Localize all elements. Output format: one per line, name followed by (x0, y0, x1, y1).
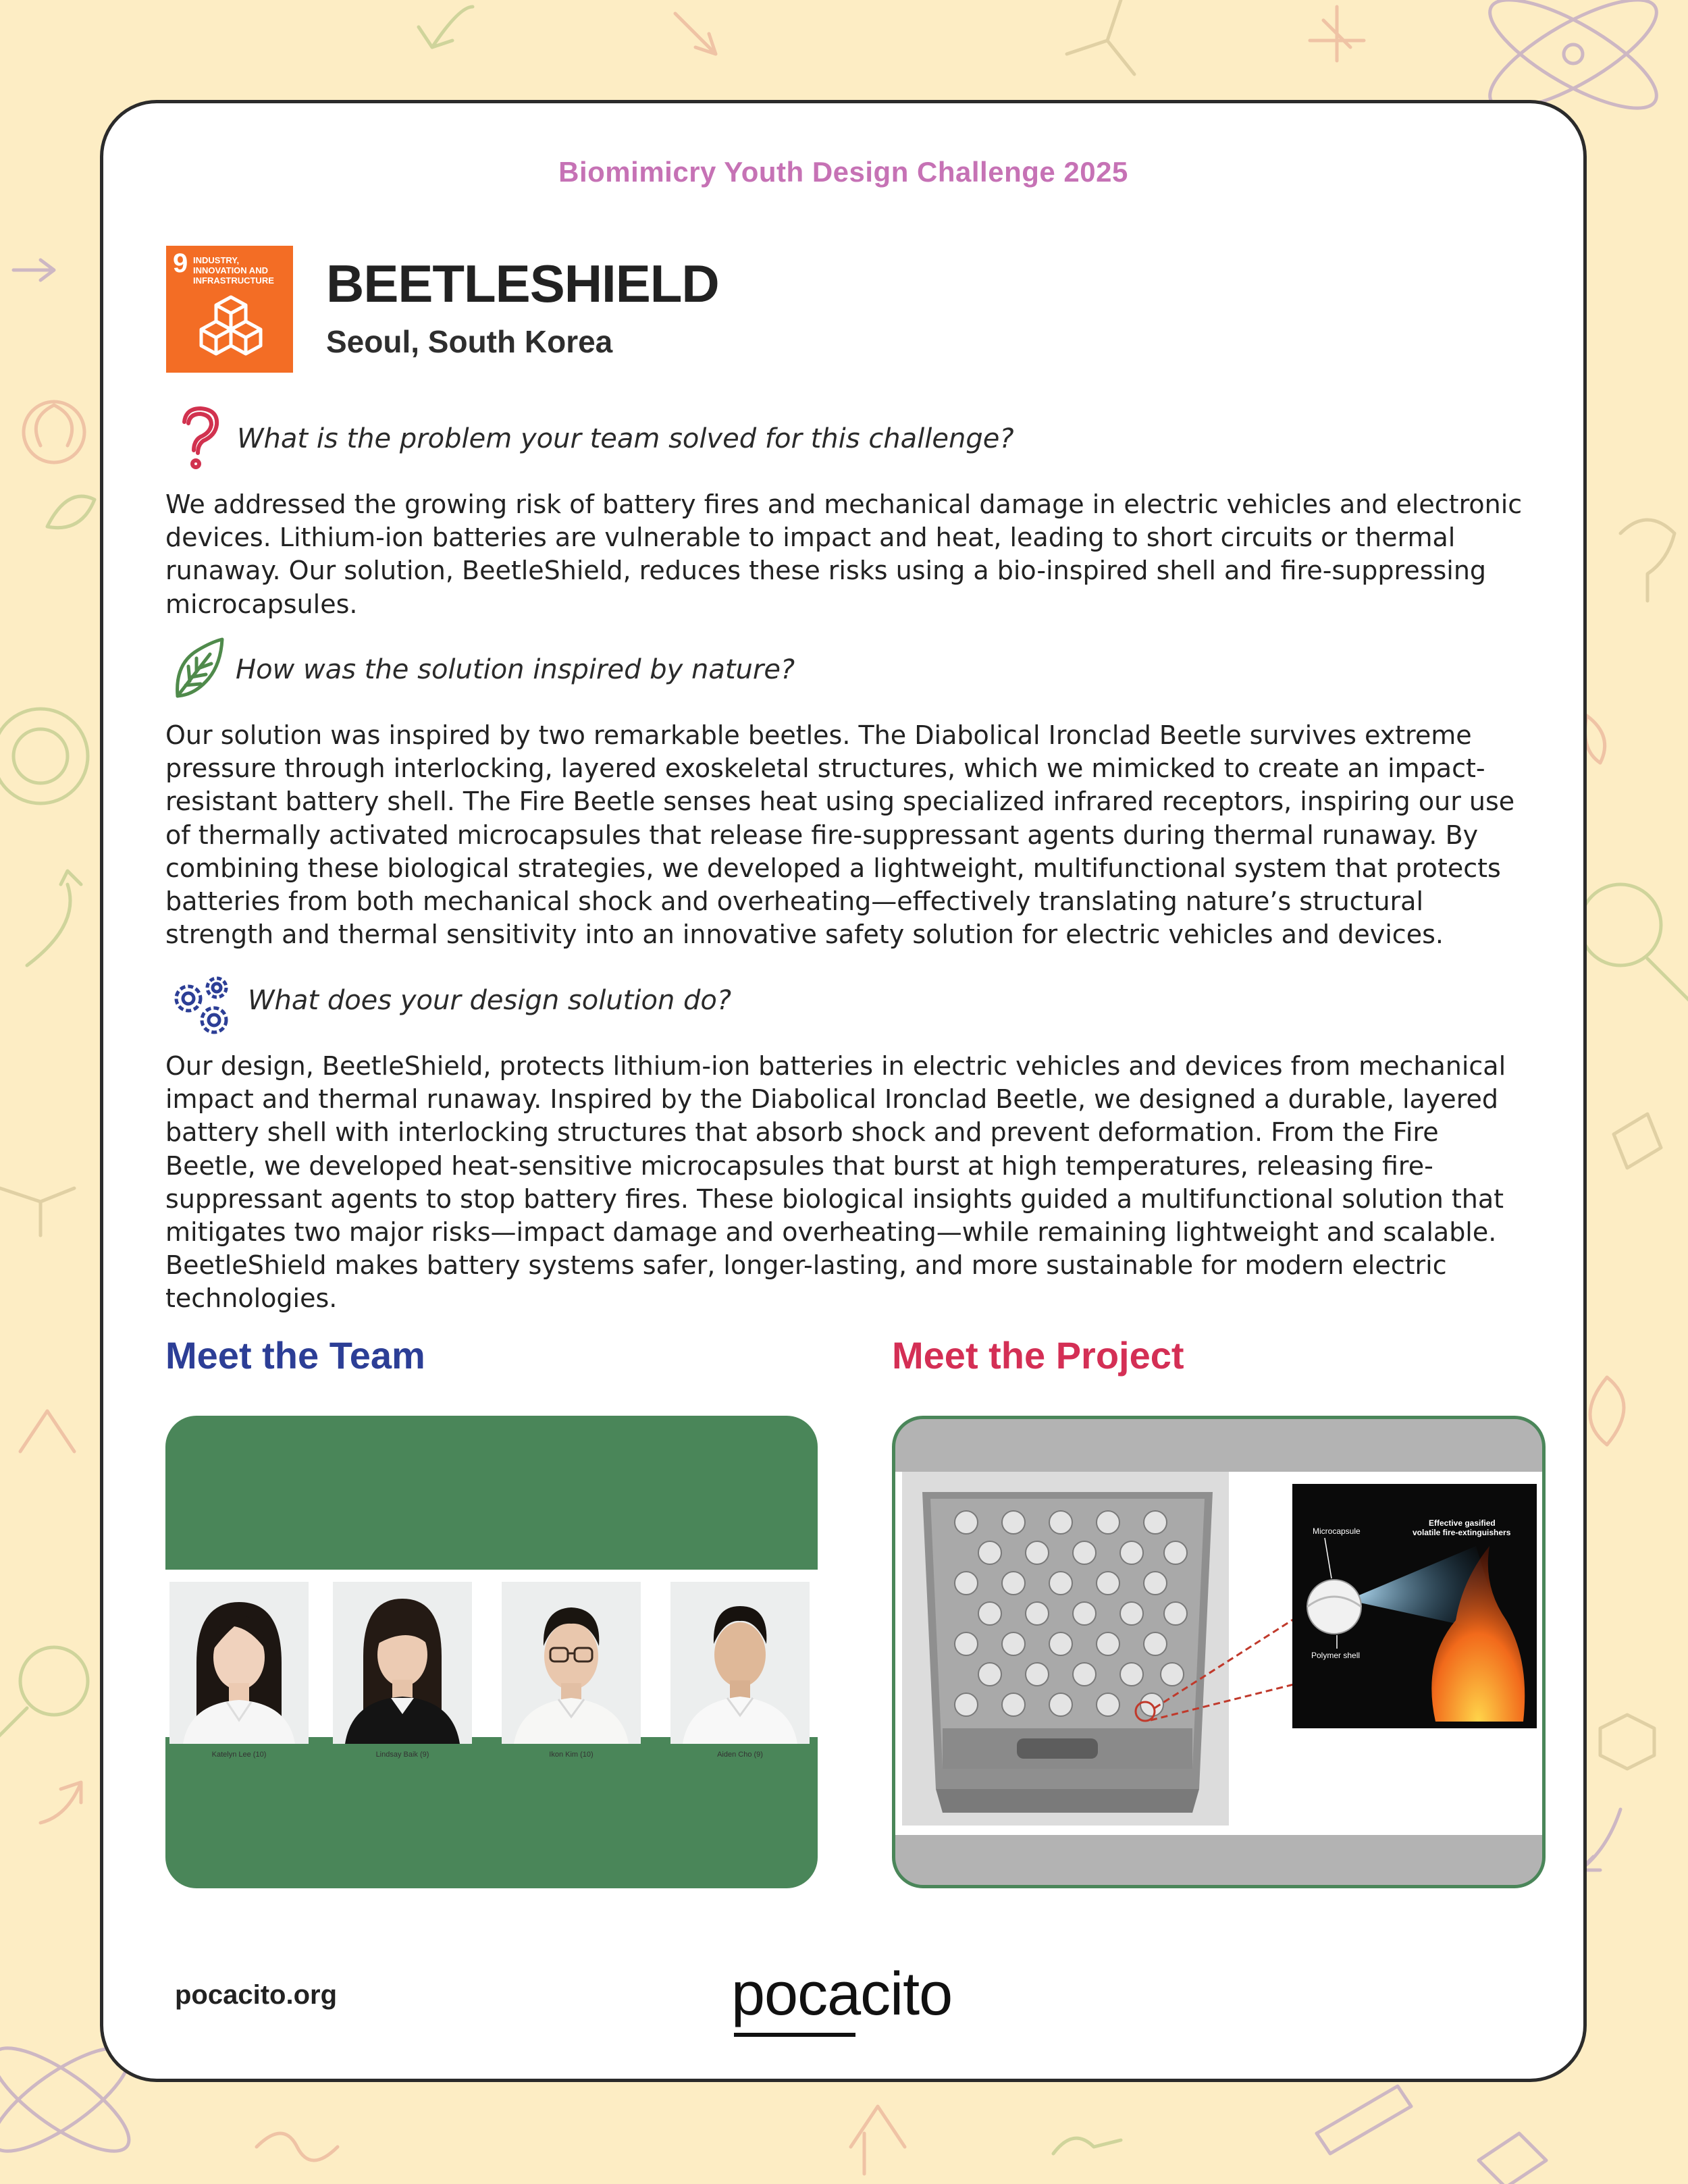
project-location: Seoul, South Korea (326, 324, 613, 359)
member-name: Ikon Kim (10) (549, 1751, 594, 1759)
question-solution: What does your design solution do? (248, 985, 732, 1016)
sdg-number: 9 (173, 248, 188, 278)
member-photo (169, 1582, 309, 1744)
team-member (502, 1582, 641, 1759)
answer-nature: Our solution was inspired by two remarkable beetles. The Diabolical Ironclad Beetle survives extreme pressure through interlocking, layered exoskeletal structures, which we mimicked to create an impact-resistant battery shell. The Fire Beetle senses heat using specialized infrared receptors, inspiring our use of thermally activated microcapsules that release fire-suppressant agents during thermal runaway. By combining these biological strategies, we developed a lightweight, multifunctional system that protects batteries from both mechanical shock and overheating—effectively translating nature’s structural strength and thermal sensitivity into an innovative safety solution for electric vehicles and devices. (165, 720, 1515, 950)
member-divider (670, 1767, 810, 1769)
project-title: BEETLESHIELD (326, 254, 719, 313)
portrait-image (333, 1582, 472, 1744)
microcapsule-label: Microcapsule (1313, 1526, 1361, 1536)
team-member (169, 1582, 309, 1759)
team-photo-strip (165, 1570, 818, 1759)
portrait-image (502, 1582, 641, 1744)
meet-the-team-heading: Meet the Team (165, 1334, 425, 1377)
member-photo (502, 1582, 641, 1744)
member-photo (333, 1582, 472, 1744)
portrait-image (169, 1582, 309, 1744)
meet-the-project-heading: Meet the Project (892, 1334, 1184, 1377)
answer-problem: We addressed the growing risk of battery fires and mechanical damage in electric vehicles and electronic devices. Lithium-ion batteries are vulnerable to impact and heat, leading to short circuits or thermal runaway. Our solution, BeetleShield, reduces these risks using a bio-inspired shell and fire-suppressing microcapsules. (165, 489, 1523, 619)
project-image-area (895, 1472, 1542, 1835)
extinguisher-label-2: volatile fire-extinguishers (1413, 1528, 1511, 1537)
portrait-image (670, 1582, 810, 1744)
sdg-label: INDUSTRY, INNOVATION AND INFRASTRUCTURE (193, 255, 274, 286)
team-panel (165, 1416, 818, 1888)
member-name: Aiden Cho (9) (717, 1751, 763, 1759)
battery-shell-render (895, 1472, 1542, 1835)
extinguisher-label-1: Effective gasified (1429, 1518, 1496, 1528)
question-mark-icon (176, 406, 223, 471)
cubes-icon (196, 293, 266, 363)
team-member (670, 1582, 810, 1759)
member-name: Lindsay Baik (9) (375, 1751, 429, 1759)
polymer-shell-label: Polymer shell (1311, 1651, 1361, 1660)
sdg-badge (166, 246, 293, 373)
leaf-icon (171, 637, 225, 701)
question-nature: How was the solution inspired by nature? (236, 654, 795, 685)
member-name: Katelyn Lee (10) (211, 1751, 267, 1759)
member-divider (169, 1767, 309, 1769)
pocacito-logo: pocacito (731, 1961, 953, 2028)
project-panel (892, 1416, 1546, 1888)
content-card (100, 100, 1587, 2082)
team-member (333, 1582, 472, 1759)
question-problem: What is the problem your team solved for this challenge? (237, 423, 1014, 454)
member-divider (333, 1767, 472, 1769)
member-photo (670, 1582, 810, 1744)
footer-url[interactable]: pocacito.org (175, 1980, 338, 2010)
challenge-title: Biomimicry Youth Design Challenge 2025 (558, 156, 1128, 188)
logo-underline (734, 2033, 855, 2037)
member-divider (502, 1767, 641, 1769)
answer-solution: Our design, BeetleShield, protects lithium-ion batteries in electric vehicles and devices from mechanical impact and thermal runaway. Inspired by the Diabolical Ironclad Beetle, we designed a durable, layered battery shell with interlocking structures that absorb shock and prevent deformation. From the Fire Beetle, we developed heat-sensitive microcapsules that burst at high temperatures, releasing fire-suppressant agents to stop battery fires. These biological insights guided a multifunctional solution that mitigates two major risks—impact damage and overheating—while remaining lightweight and scalable. BeetleShield makes battery systems safer, longer-lasting, and more sustainable for modern electric technologies. (165, 1051, 1506, 1314)
gears-icon (168, 971, 236, 1039)
